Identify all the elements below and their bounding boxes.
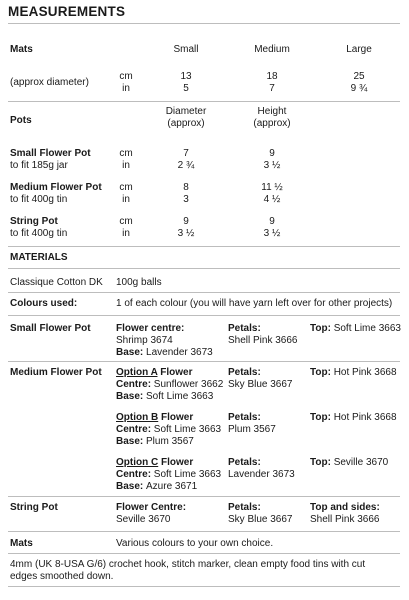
pot-diameter-cm: 9 xyxy=(183,216,189,227)
small-pot-top: Top: Soft Lime 3663 xyxy=(310,323,401,334)
mats-small-cm: 13 xyxy=(180,71,192,82)
divider xyxy=(8,531,400,532)
option-b-top: Top: Hot Pink 3668 xyxy=(310,412,397,423)
unit-cm: cm xyxy=(119,148,133,159)
base-label: Base xyxy=(116,391,140,402)
pot-height-cm: 11 ½ xyxy=(261,182,283,193)
centre-label: Flower centre xyxy=(116,323,182,334)
divider xyxy=(8,553,400,554)
centre-value: Sunflower 3662 xyxy=(153,379,224,390)
mats-col-small: Small xyxy=(173,44,199,55)
option-a-petals: Petals: xyxy=(228,367,261,378)
divider xyxy=(8,315,400,316)
pot-diameter-cm: 8 xyxy=(183,182,189,193)
string-pot-petals: Petals: xyxy=(228,502,261,513)
top-label: Top xyxy=(310,367,328,378)
option-c-petals: Petals: xyxy=(228,457,261,468)
base-value: Plum 3567 xyxy=(146,436,194,447)
option-c-centre: Centre: Soft Lime 3663 xyxy=(116,469,222,480)
option-b-base: Base: Plum 3567 xyxy=(116,436,194,447)
pot-height-cm: 9 xyxy=(269,148,275,159)
option-b-centre: Centre: Soft Lime 3663 xyxy=(116,424,222,435)
mats-medium-cm: 18 xyxy=(266,71,278,82)
option-c-base: Base: Azure 3671 xyxy=(116,481,198,492)
centre-label: Centre xyxy=(116,469,148,480)
unit-in: in xyxy=(122,194,130,205)
option-flower: Flower xyxy=(157,367,193,378)
colours-value: 1 of each colour (you will have yarn left over for other projects) xyxy=(116,298,393,309)
divider xyxy=(8,496,400,497)
base-value: Soft Lime 3663 xyxy=(146,391,214,402)
petals-label: Petals xyxy=(228,502,258,513)
mats-large-cm: 25 xyxy=(353,71,365,82)
option-a-top: Top: Hot Pink 3668 xyxy=(310,367,397,378)
option-b-petals: Petals: xyxy=(228,412,261,423)
small-pot-label: Small Flower Pot xyxy=(10,323,91,334)
top-label: Top xyxy=(310,457,328,468)
pots-label: Pots xyxy=(10,115,32,126)
unit-cm: cm xyxy=(119,216,133,227)
top-label: Top and sides xyxy=(310,502,377,513)
option-flower: Flower xyxy=(158,457,194,468)
small-pot-petals-value: Shell Pink 3666 xyxy=(228,335,298,346)
unit-in: in xyxy=(122,83,130,94)
petals-label: Petals xyxy=(228,367,258,378)
pot-name: Medium Flower Pot xyxy=(10,182,102,193)
colours-label: Colours used: xyxy=(10,298,78,309)
option-b-petals-value: Plum 3567 xyxy=(228,424,276,435)
pots-col-height-sub: (approx) xyxy=(253,118,291,129)
pot-height-cm: 9 xyxy=(269,216,275,227)
top-value: Hot Pink 3668 xyxy=(333,367,397,378)
divider xyxy=(8,268,400,269)
string-pot-centre-value: Seville 3670 xyxy=(116,514,171,525)
divider xyxy=(8,246,400,247)
divider xyxy=(8,23,400,24)
option-c-petals-value: Lavender 3673 xyxy=(228,469,295,480)
small-pot-petals: Petals: xyxy=(228,323,261,334)
petals-label: Petals xyxy=(228,323,258,334)
option-label: Option B xyxy=(116,412,159,423)
page-title: MEASUREMENTS xyxy=(8,4,126,19)
pots-col-height: Height xyxy=(257,106,287,117)
string-pot-centre: Flower Centre: xyxy=(116,502,187,513)
petals-label: Petals xyxy=(228,412,258,423)
pot-diameter-cm: 7 xyxy=(183,148,189,159)
base-value: Azure 3671 xyxy=(146,481,198,492)
string-pot-top: Top and sides: xyxy=(310,502,380,513)
pot-height-in: 4 ½ xyxy=(263,194,281,205)
mats-medium-in: 7 xyxy=(269,83,275,94)
divider xyxy=(8,101,400,102)
mats-label: Mats xyxy=(10,44,33,55)
string-pot-petals-value: Sky Blue 3667 xyxy=(228,514,293,525)
mats-row-label: (approx diameter) xyxy=(10,77,89,88)
pots-col-diameter: Diameter xyxy=(165,106,207,117)
option-c-top: Top: Seville 3670 xyxy=(310,457,389,468)
top-label: Top xyxy=(310,323,328,334)
pot-diameter-in: 3 ½ xyxy=(177,228,195,239)
yarn-name: Classique Cotton DK xyxy=(10,277,103,288)
mats-small-in: 5 xyxy=(183,83,189,94)
divider xyxy=(8,292,400,293)
base-label: Base xyxy=(116,347,140,358)
small-pot-centre: Flower centre: xyxy=(116,323,185,334)
base-label: Base xyxy=(116,436,140,447)
option-a-base: Base: Soft Lime 3663 xyxy=(116,391,214,402)
top-value: Seville 3670 xyxy=(333,457,389,468)
mats-col-medium: Medium xyxy=(254,44,290,55)
small-pot-base: Base: Lavender 3673 xyxy=(116,347,213,358)
unit-in: in xyxy=(122,160,130,171)
pot-height-in: 3 ½ xyxy=(263,228,281,239)
pot-sub: to fit 400g tin xyxy=(10,194,68,205)
centre-label: Flower Centre xyxy=(116,502,183,513)
string-pot-top-value: Shell Pink 3666 xyxy=(310,514,380,525)
centre-value: Soft Lime 3663 xyxy=(153,469,222,480)
footer-note: 4mm (UK 8-USA G/6) crochet hook, stitch marker, clean empty food tins with cut edges smoothed down. xyxy=(10,559,366,582)
pots-col-diameter-sub: (approx) xyxy=(167,118,205,129)
centre-label: Centre xyxy=(116,379,148,390)
divider xyxy=(8,586,400,587)
top-value: Soft Lime 3663 xyxy=(333,323,401,334)
option-a-centre: Centre: Sunflower 3662 xyxy=(116,379,224,390)
option-c-title xyxy=(116,457,193,469)
divider xyxy=(8,361,400,362)
option-a-petals-value: Sky Blue 3667 xyxy=(228,379,293,390)
pot-diameter-in: 2 ¾ xyxy=(177,160,195,171)
mats-large-in: 9 ¾ xyxy=(350,83,368,94)
option-flower: Flower xyxy=(158,412,194,423)
medium-pot-label: Medium Flower Pot xyxy=(10,367,102,378)
petals-label: Petals xyxy=(228,457,258,468)
pot-height-in: 3 ½ xyxy=(263,160,281,171)
materials-heading: MATERIALS xyxy=(10,252,68,263)
base-value: Lavender 3673 xyxy=(146,347,213,358)
pot-sub: to fit 185g jar xyxy=(10,160,68,171)
mats-row-label: Mats xyxy=(10,538,33,549)
pot-sub: to fit 400g tin xyxy=(10,228,68,239)
mats-col-large: Large xyxy=(346,44,372,55)
top-label: Top xyxy=(310,412,328,423)
string-pot-label: String Pot xyxy=(10,502,58,513)
option-b-title xyxy=(116,412,193,424)
pot-name: Small Flower Pot xyxy=(10,148,91,159)
unit-cm: cm xyxy=(119,71,133,82)
option-a-title xyxy=(116,367,193,379)
yarn-value: 100g balls xyxy=(116,277,162,288)
option-label: Option C xyxy=(116,457,159,468)
top-value: Hot Pink 3668 xyxy=(333,412,397,423)
small-pot-centre-value: Shrimp 3674 xyxy=(116,335,173,346)
centre-value: Soft Lime 3663 xyxy=(153,424,222,435)
pot-name: String Pot xyxy=(10,216,58,227)
base-label: Base xyxy=(116,481,140,492)
unit-cm: cm xyxy=(119,182,133,193)
option-label: Option A xyxy=(116,367,158,378)
centre-label: Centre xyxy=(116,424,148,435)
pot-diameter-in: 3 xyxy=(183,194,189,205)
unit-in: in xyxy=(122,228,130,239)
mats-row-value: Various colours to your own choice. xyxy=(116,538,274,549)
